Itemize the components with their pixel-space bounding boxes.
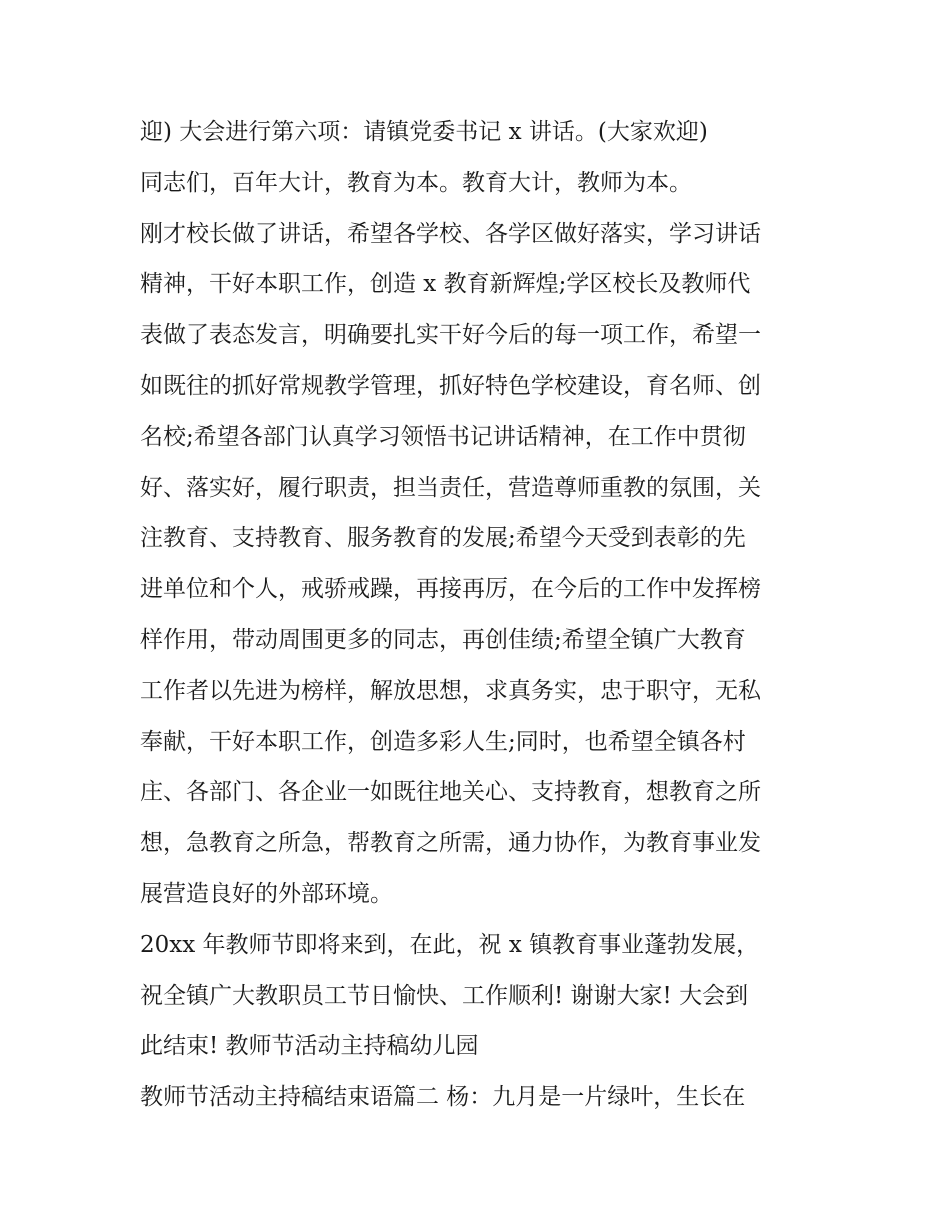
text-line: 样作用，带动周围更多的同志，再创佳绩;希望全镇广大教育 — [140, 626, 746, 653]
text-line: 进单位和个人，戒骄戒躁，再接再厉，在今后的工作中发挥榜 — [140, 576, 761, 603]
text-line: 同志们，百年大计，教育为本。教育大计，教师为本。 — [140, 169, 692, 196]
text-line: 庄、各部门、各企业一如既往地关心、支持教育，想教育之所 — [140, 779, 761, 806]
text-line: 奉献，干好本职工作，创造多彩人生;同时，也希望全镇各村 — [140, 728, 746, 755]
text-line: 迎) 大会进行第六项：请镇党委书记 x 讲话。(大家欢迎) — [140, 119, 708, 145]
text-line: 表做了表态发言，明确要扎实干好今后的每一项工作，希望一 — [140, 322, 761, 349]
text-line: 教师节活动主持稿结束语篇二 杨：九月是一片绿叶，生长在 — [140, 1084, 746, 1111]
text-line: 好、落实好，履行职责，担当责任，营造尊师重教的氛围，关 — [140, 474, 761, 501]
text-line: 20xx 年教师节即将来到，在此，祝 x 镇教育事业蓬勃发展， — [140, 931, 760, 958]
text-line: 如既往的抓好常规教学管理，抓好特色学校建设，育名师、创 — [140, 372, 761, 399]
text-line: 想，急教育之所急，帮教育之所需，通力协作，为教育事业发 — [140, 830, 761, 857]
text-line: 祝全镇广大教职员工节日愉快、工作顺利! 谢谢大家! 大会到 — [140, 982, 749, 1009]
text-line: 工作者以先进为榜样，解放思想，求真务实，忠于职守，无私 — [140, 677, 761, 704]
text-line: 名校;希望各部门认真学习领悟书记讲话精神，在工作中贯彻 — [140, 423, 746, 450]
text-line: 此结束! 教师节活动主持稿幼儿园 — [140, 1033, 479, 1060]
text-line: 展营造良好的外部环境。 — [140, 880, 393, 907]
text-line: 注教育、支持教育、服务教育的发展;希望今天受到表彰的先 — [140, 525, 746, 552]
text-line: 精神，干好本职工作，创造 x 教育新辉煌;学区校长及教师代 — [140, 271, 751, 298]
body-text — [140, 107, 830, 1123]
text-line: 刚才校长做了讲话，希望各学校、各学区做好落实，学习讲话 — [140, 220, 761, 247]
